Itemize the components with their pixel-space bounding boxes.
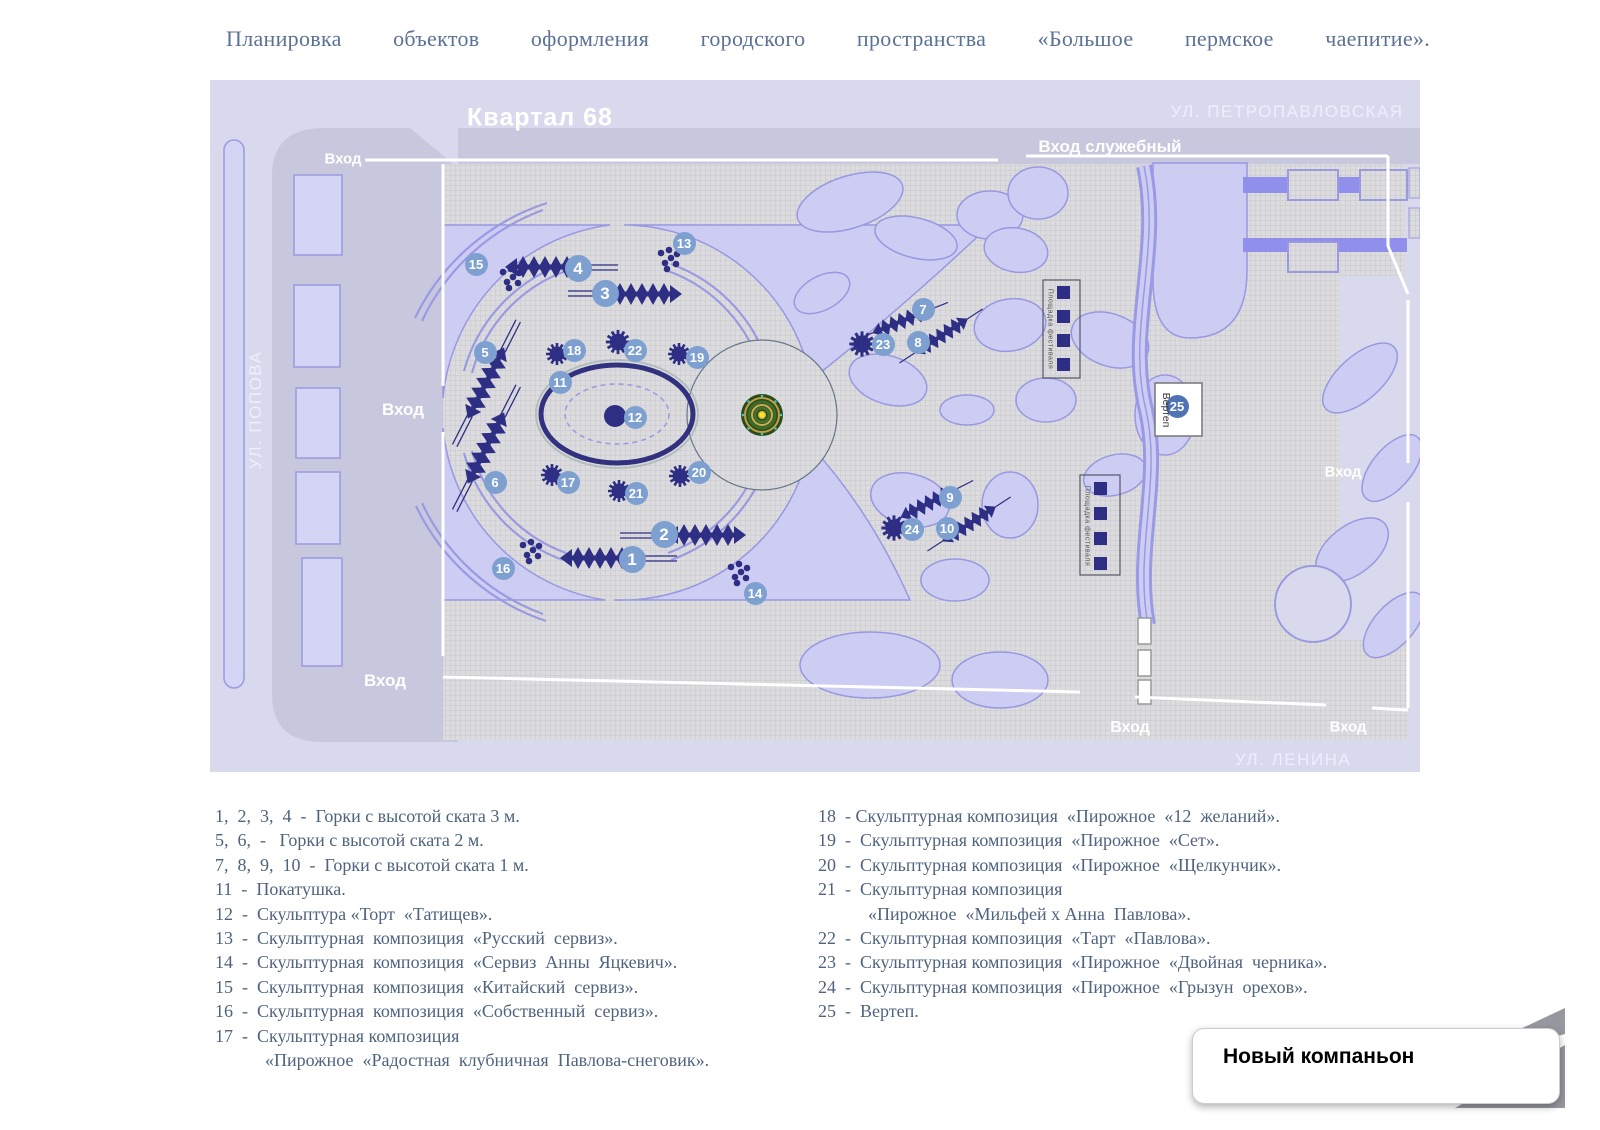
legend-item: 1, 2, 3, 4 - Горки с высотой ската 3 м. — [215, 806, 520, 826]
map-marker-6: 6 — [484, 471, 507, 494]
legend-item: 21 - Скульптурная композиция — [818, 879, 1063, 900]
legend-item: 22 - Скульптурная композиция «Тарт «Павлова». — [818, 928, 1211, 949]
legend-item: 7, 8, 9, 10 - Горки с высотой ската 1 м. — [215, 854, 529, 875]
map-marker-10: 10 — [936, 517, 959, 540]
legend-item: 14 - Скульптурная композиция «Сервиз Анны Яцкевич». — [215, 952, 678, 973]
map-marker-15: 15 — [465, 253, 488, 276]
site-plan-map — [210, 80, 1420, 772]
legend-item: 11 - Покатушка. — [215, 879, 346, 900]
map-marker-21: 21 — [625, 482, 648, 505]
legend-item: «Пирожное «Мильфей х Анна Павлова». — [868, 903, 1191, 924]
legend-item: 18 - Скульптурная композиция «Пирожное «12 желаний». — [818, 806, 1280, 826]
legend-item: 24 - Скульптурная композиция «Пирожное «Грызун орехов». — [818, 976, 1308, 997]
map-marker-8: 8 — [907, 331, 930, 354]
entrance-label-2: Вход служебный — [1038, 137, 1182, 156]
map-marker-22: 22 — [624, 339, 647, 362]
entrance-label-4: Вход — [363, 671, 407, 690]
legend-item: 5, 6, - Горки с высотой ската 2 м. — [215, 830, 484, 851]
poi-label-2: Площадка фестиваля — [1046, 288, 1054, 370]
legend-column-right — [818, 804, 1478, 1024]
map-marker-24: 24 — [901, 518, 924, 541]
legend-item: 12 - Скульптура «Торт «Татищев». — [215, 903, 493, 924]
legend-item: 17 - Скульптурная композиция — [215, 1025, 460, 1046]
entrance-label-6: Вход — [1329, 718, 1367, 736]
map-marker-23: 23 — [872, 333, 895, 356]
map-marker-4: 4 — [565, 255, 592, 282]
legend-item: 25 - Вертеп. — [818, 1001, 919, 1022]
legend-item: 13 - Скульптурная композиция «Русский сервиз». — [215, 928, 618, 949]
legend-item: 19 - Скульптурная композиция «Пирожное «Сет». — [818, 830, 1220, 851]
map-marker-14: 14 — [744, 582, 767, 605]
street-label-popova: УЛ. ПОПОВА — [246, 350, 265, 470]
street-label-petropavlovskaya: УЛ. ПЕТРОПАВЛОВСКАЯ — [1170, 102, 1404, 121]
overlay-card[interactable] — [1192, 1028, 1560, 1104]
entrance-label-7: Вход — [1324, 463, 1362, 481]
entrance-label-3: Вход — [381, 400, 425, 419]
map-marker-9: 9 — [939, 486, 962, 509]
map-marker-16: 16 — [492, 557, 515, 580]
map-marker-12: 12 — [624, 406, 647, 429]
legend-item: 15 - Скульптурная композиция «Китайский сервиз». — [215, 976, 639, 997]
legend-item: 16 - Скульптурная композиция «Собственный сервиз». — [215, 1001, 659, 1022]
overlay-card-title: Новый компаньон — [1223, 1045, 1415, 1068]
legend-item: 20 - Скульптурная композиция «Пирожное «Щелкунчик». — [818, 854, 1281, 875]
legend-item: «Пирожное «Радостная клубничная Павлова-снеговик». — [265, 1050, 710, 1071]
map-marker-2: 2 — [651, 521, 678, 548]
label-layer — [210, 80, 1420, 772]
legend-column-left — [215, 804, 815, 1072]
block-label: Квартал 68 — [467, 103, 613, 132]
map-marker-7: 7 — [912, 298, 935, 321]
map-marker-18: 18 — [563, 339, 586, 362]
entrance-label-5: Вход — [1110, 719, 1150, 736]
map-marker-11: 11 — [549, 371, 572, 394]
entrance-label-1: Вход — [324, 150, 362, 168]
map-marker-3: 3 — [592, 280, 619, 307]
map-marker-17: 17 — [557, 471, 580, 494]
legend-item: 23 - Скульптурная композиция «Пирожное «Двойная черника». — [818, 952, 1328, 973]
poi-label-1: Вертеп — [1160, 392, 1172, 428]
map-marker-13: 13 — [673, 232, 696, 255]
poi-label-3: Площадка фестиваля — [1083, 485, 1091, 567]
page-title: Планировка объектов оформления городского пространства «Большое пермское чаепитие». — [226, 26, 1430, 51]
map-marker-1: 1 — [619, 546, 646, 573]
map-marker-20: 20 — [688, 461, 711, 484]
map-marker-5: 5 — [474, 341, 497, 364]
street-label-lenina: УЛ. ЛЕНИНА — [1234, 750, 1352, 769]
map-marker-25: 25 — [1166, 395, 1189, 418]
map-marker-19: 19 — [686, 346, 709, 369]
